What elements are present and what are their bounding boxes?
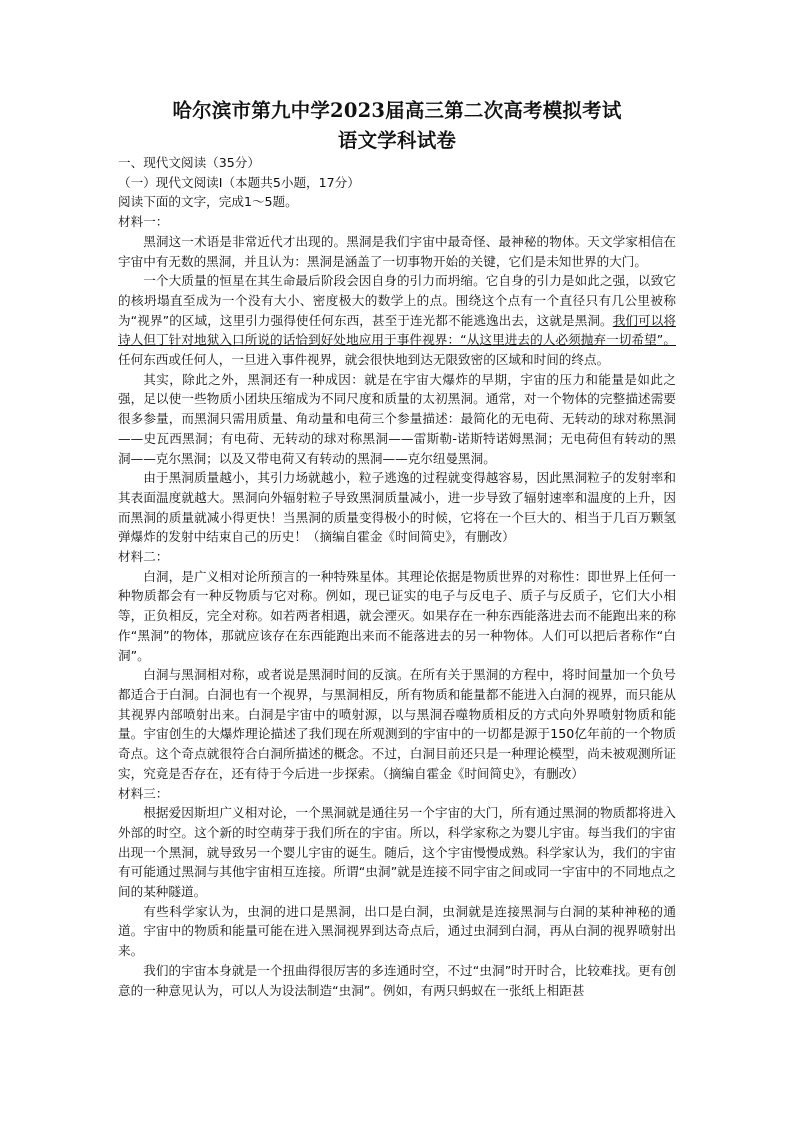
material1-p2-text-a: 一个大质量的恒星在其生命最后阶段会因自身的引力而坍缩。它自身的引力是如此之强，以致它的核坍塌直至成为一个没有大小、密度极大的数学上的点。围绕这个点有一个直径只有几公里被称为“视界”的区域，这里引力强得使任何东西，甚至于连光都不能逃逸出去，这就是黑洞。 xyxy=(118,273,676,328)
material2-label: 材料二： xyxy=(118,549,169,565)
material3-paragraph-2: 有些科学家认为，虫洞的进口是黑洞，出口是白洞，虫洞就是连接黑洞与白洞的某种神秘的通道。宇宙中的物质和能量可能在进入黑洞视界到达奇点后，通过虫洞到白洞，再从白洞的视界喷射出来。 xyxy=(118,903,676,959)
material2-paragraph-1: 白洞，是广义相对论所预言的一种特殊星体。其理论依据是物质世界的对称性：即世界上任何一种物质都会有一种反物质与它对称。例如，现已证实的电子与反电子、质子与反质子，它们大小相等，正负相反，完全对称。如若两者相遇，就会湮灭。如果存在一种东西能落进去而不能跑出来的称作“黑洞”的物体，那就应该存在东西能跑出来而不能落进去的另一种物体。人们可以把后者称作“白洞”。 xyxy=(118,568,676,663)
material1-label: 材料一： xyxy=(118,214,169,230)
title-block xyxy=(0,96,794,156)
section-subheading: （一）现代文阅读Ⅰ（本题共5小题，17分） xyxy=(118,174,360,190)
material3-paragraph-3: 我们的宇宙本身就是一个扭曲得很厉害的多连通时空，不过“虫洞”时开时合，比较难找。更有创意的一种意见认为，可以人为设法制造“虫洞”。例如，有两只蚂蚁在一张纸上相距甚 xyxy=(118,962,676,998)
instruction: 阅读下面的文字，完成1～5题。 xyxy=(118,194,298,210)
material2-paragraph-2: 白洞与黑洞相对称，或者说是黑洞时间的反演。在所有关于黑洞的方程中，将时间量加一个负号都适合于白洞。白洞也有一个视界，与黑洞相反，所有物质和能量都不能进入白洞的视界，而只能从其视界内部喷射出来。白洞是宇宙中的喷射源，以与黑洞吞噬物质相反的方式向外界喷射物质和能量。宇宙创生的大爆炸理论描述了我们现在所观测到的宇宙中的一切都是源于150亿年前的一个物质奇点。这个奇点就很符合白洞所描述的概念。不过，白洞目前还只是一种理论模型，尚未被观测所证实，究竟是否存在，还有待于今后进一步探索。（摘编自霍金《时间简史》，有删改） xyxy=(118,667,676,781)
material1-paragraph-4: 由于黑洞质量越小，其引力场就越小，粒子逃逸的过程就变得越容易，因此黑洞粒子的发射率和其表面温度就越大。黑洞向外辐射粒子导致黑洞质量减小，进一步导致了辐射速率和温度的上升，因而黑洞的质量就减小得更快！当黑洞的质量变得极小的时候，它将在一个巨大的、相当于几百万颗氢弹爆炸的发射中结束自己的历史！（摘编自霍金《时间简史》，有删改） xyxy=(118,470,676,545)
material1-p2-underlined: 我们可以将诗人但丁针对地狱入口所说的话恰到好处地应用于事件视界：“从这里进去的人必须抛弃一切希望”。 xyxy=(118,312,676,348)
page-subtitle: 语文学科试卷 xyxy=(337,129,457,152)
material1-paragraph-1: 黑洞这一术语是非常近代才出现的。黑洞是我们宇宙中最奇怪、最神秘的物体。天文学家相信在宇宙中有无数的黑洞，并且认为：黑洞是涵盖了一切事物开始的关键，它们是未知世界的大门。 xyxy=(118,233,676,269)
material1-p2-text-b: 任何东西或任何人，一旦进入事件视界，就会很快地到达无限致密的区域和时间的终点。 xyxy=(118,352,610,368)
content-body xyxy=(118,153,676,1000)
page-title: 哈尔滨市第九中学2023届高三第二次高考模拟考试 xyxy=(172,99,622,122)
material1-paragraph-3: 其实，除此之外，黑洞还有一种成因：就是在宇宙大爆炸的早期，宇宙的压力和能量是如此之强，足以使一些物质小团块压缩成为不同尺度和质量的太初黑洞。通常，对一个物体的完整描述需要很多参量，而黑洞只需用质量、角动量和电荷三个参量描述：最简化的无电荷、无转动的球对称黑洞——史瓦西黑洞；有电荷、无转动的球对称黑洞——雷斯勒-诺斯特诺姆黑洞；无电荷但有转动的黑洞——克尔黑洞；以及又带电荷又有转动的黑洞——克尔纽曼黑洞。 xyxy=(118,371,676,466)
material3-paragraph-1: 根据爱因斯坦广义相对论，一个黑洞就是通往另一个宇宙的大门，所有通过黑洞的物质都将进入外部的时空。这个新的时空萌芽于我们所在的宇宙。所以，科学家称之为婴儿宇宙。每当我们的宇宙出现一个黑洞，就导致另一个婴儿宇宙的诞生。随后，这个宇宙慢慢成熟。科学家认为，我们的宇宙有可能通过黑洞与其他宇宙相互连接。所谓“虫洞”就是连接不同宇宙之间或同一宇宙中的不同地点之间的某种隧道。 xyxy=(118,805,676,900)
section-heading: 一、现代文阅读（35分） xyxy=(118,155,260,170)
material3-label: 材料三： xyxy=(118,785,169,801)
material1-paragraph-2 xyxy=(118,271,676,370)
